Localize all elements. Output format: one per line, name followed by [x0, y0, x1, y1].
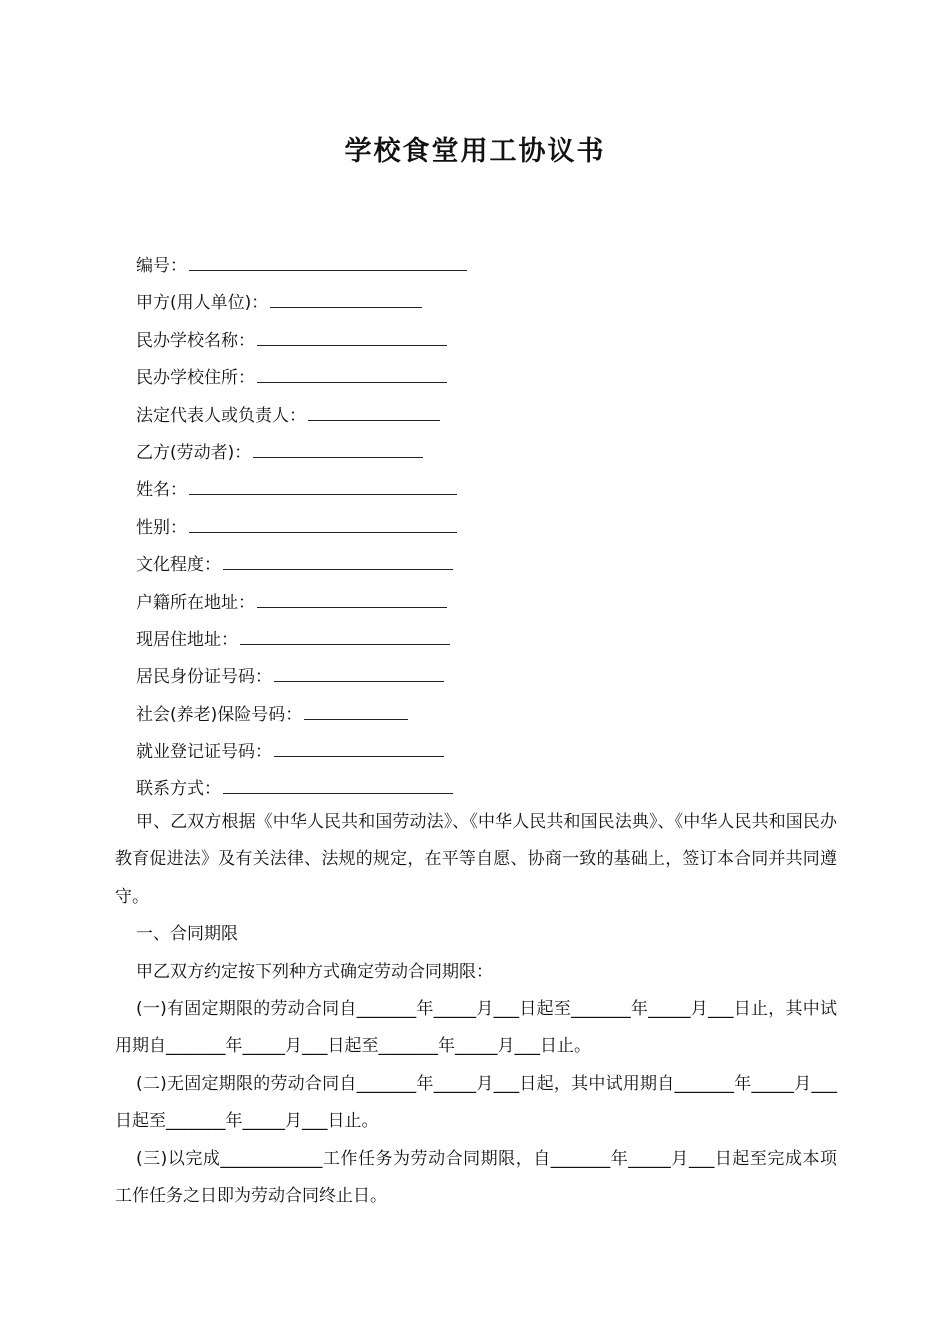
field-label: 文化程度： [136, 555, 221, 576]
field-row [136, 697, 467, 734]
fill-in-blank[interactable] [304, 719, 408, 720]
fill-in-blank[interactable] [240, 644, 450, 645]
field-label: 编号： [136, 256, 187, 276]
field-row [136, 472, 467, 509]
clause-task-term: (三)以完成____________工作任务为劳动合同期限，自_______年_____月___日起至完成本项工作任务之日即为劳动合同终止日。 [115, 1148, 837, 1207]
field-row [136, 285, 467, 322]
field-row [136, 734, 467, 771]
fill-in-blank[interactable] [274, 756, 444, 757]
fill-in-blank[interactable] [274, 681, 444, 682]
fill-in-blank[interactable] [257, 607, 447, 608]
fill-in-blank[interactable] [257, 382, 447, 383]
field-row [136, 510, 467, 547]
intro-paragraph: 甲、乙双方根据《中华人民共和国劳动法》、《中华人民共和国民法典》、《中华人民共和国民办教育促进法》及有关法律、法规的规定，在平等自愿、协商一致的基础上，签订本合同并共同遵守。 [115, 812, 837, 907]
field-label: 法定代表人或负责人： [136, 405, 306, 426]
fill-in-blank[interactable] [223, 569, 453, 570]
field-label: 乙方(劳动者)： [136, 442, 252, 463]
field-label: 民办学校名称： [136, 330, 255, 351]
field-row [136, 323, 467, 360]
field-label: 性别： [136, 517, 187, 538]
fill-in-blank[interactable] [189, 494, 457, 495]
section-lead: 甲乙双方约定按下列种方式确定劳动合同期限： [136, 961, 493, 982]
field-row [136, 435, 467, 472]
fill-in-blank[interactable] [189, 532, 457, 533]
field-row [136, 547, 467, 584]
field-label: 民办学校住所： [136, 368, 255, 389]
field-row [136, 398, 467, 435]
fill-in-blank[interactable] [308, 420, 440, 421]
field-label: 现居住地址： [136, 629, 238, 650]
field-row [136, 360, 467, 397]
fill-in-blank[interactable] [189, 270, 467, 271]
clause-fixed-term: (一)有固定期限的劳动合同自_______年_____月___日起至_______年_____月___日止，其中试用期自_______年_____月___日起至_______年_____月___日止。 [115, 999, 837, 1057]
field-label: 户籍所在地址： [136, 592, 255, 613]
section-heading: 一、合同期限 [136, 924, 238, 945]
field-label: 就业登记证号码： [136, 742, 272, 763]
field-label: 居民身份证号码： [136, 667, 272, 688]
contract-body [115, 804, 837, 1215]
fill-in-blank[interactable] [253, 457, 423, 458]
field-label: 联系方式： [136, 779, 221, 800]
field-label: 社会(养老)保险号码： [136, 704, 303, 725]
clause-open-term: (二)无固定期限的劳动合同自_______年_____月___日起，其中试用期自_______年_____月___日起至_______年_____月___日止。 [115, 1073, 837, 1132]
field-label: 甲方(用人单位)： [136, 293, 269, 314]
fill-in-blank[interactable] [223, 793, 453, 794]
field-row [136, 659, 467, 696]
party-info-fields [136, 248, 467, 809]
field-row [136, 622, 467, 659]
document-title: 学校食堂用工协议书 [344, 136, 606, 167]
field-row [136, 585, 467, 622]
field-row [136, 248, 467, 285]
fill-in-blank[interactable] [270, 307, 422, 308]
field-label: 姓名： [136, 480, 187, 501]
fill-in-blank[interactable] [257, 345, 447, 346]
